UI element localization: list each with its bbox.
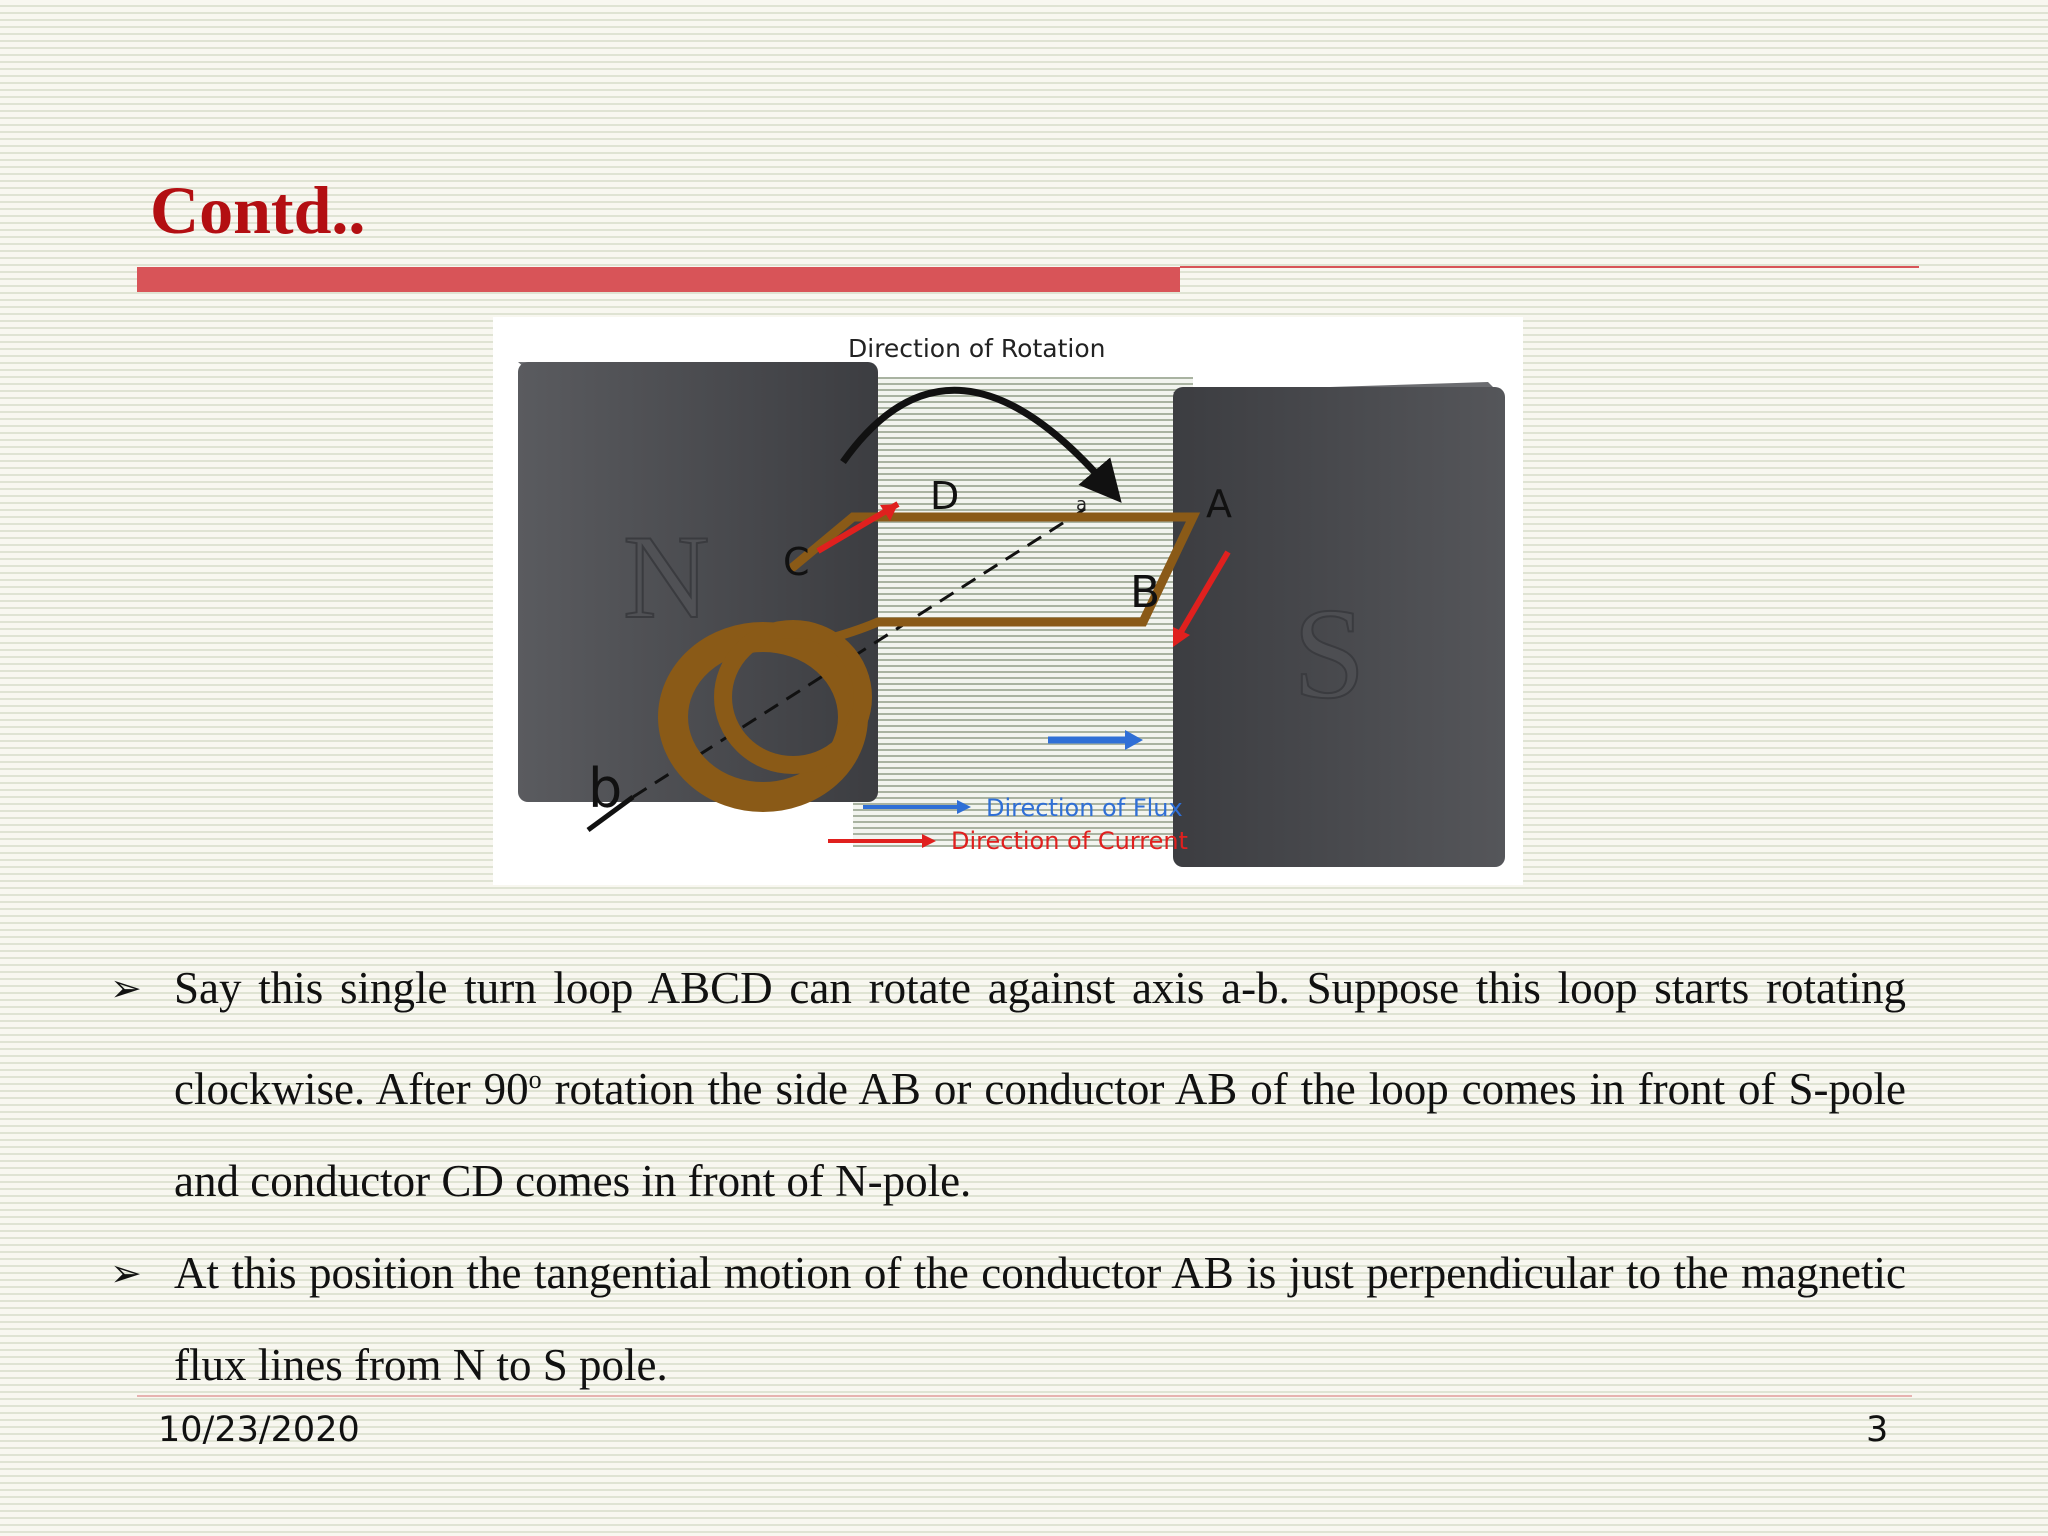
bullet-list <box>110 942 1906 1411</box>
south-pole-label: S <box>1293 582 1366 726</box>
corner-label-c: C <box>783 540 810 584</box>
bullet-text-continued: rotation the side AB or conductor AB of the loop comes in front of S-pole and conductor CD comes in front of N-pole. <box>174 1064 1906 1206</box>
bullet-item <box>110 942 1906 1227</box>
corner-label-a: A <box>1206 482 1232 526</box>
bullet-text: Say this single turn loop ABCD can rotate against axis a-b. Suppose this loop starts rotating clockwise. After 90 <box>174 963 1906 1114</box>
north-pole-label: N <box>623 510 710 643</box>
axis-label-b: b <box>588 757 623 820</box>
axis-label-a: a <box>1076 494 1088 515</box>
legend-flux-label: Direction of Flux <box>986 794 1183 822</box>
footer-divider <box>137 1395 1912 1397</box>
title-underline-thick <box>137 267 1180 292</box>
corner-label-b: B <box>1130 567 1161 618</box>
legend-current-label: Direction of Current <box>951 827 1188 855</box>
arrow-bullet-icon: ➢ <box>110 966 142 1010</box>
title-underline-thin <box>1180 266 1919 268</box>
page-number: 3 <box>1866 1410 1889 1450</box>
slide-title: Contd.. <box>150 172 366 248</box>
arrow-bullet-icon: ➢ <box>110 1251 142 1295</box>
footer-date: 10/23/2020 <box>158 1410 360 1450</box>
motor-diagram <box>493 317 1523 885</box>
corner-label-d: D <box>930 474 960 518</box>
bullet-text: At this position the tangential motion of the conductor AB is just perpendicular to the magnetic flux lines from N to S pole. <box>174 1248 1906 1390</box>
bullet-item <box>110 1227 1906 1411</box>
rotation-label: Direction of Rotation <box>848 334 1106 363</box>
south-magnet <box>1173 382 1505 867</box>
degree-superscript: o <box>528 1065 542 1094</box>
north-magnet <box>518 362 878 802</box>
